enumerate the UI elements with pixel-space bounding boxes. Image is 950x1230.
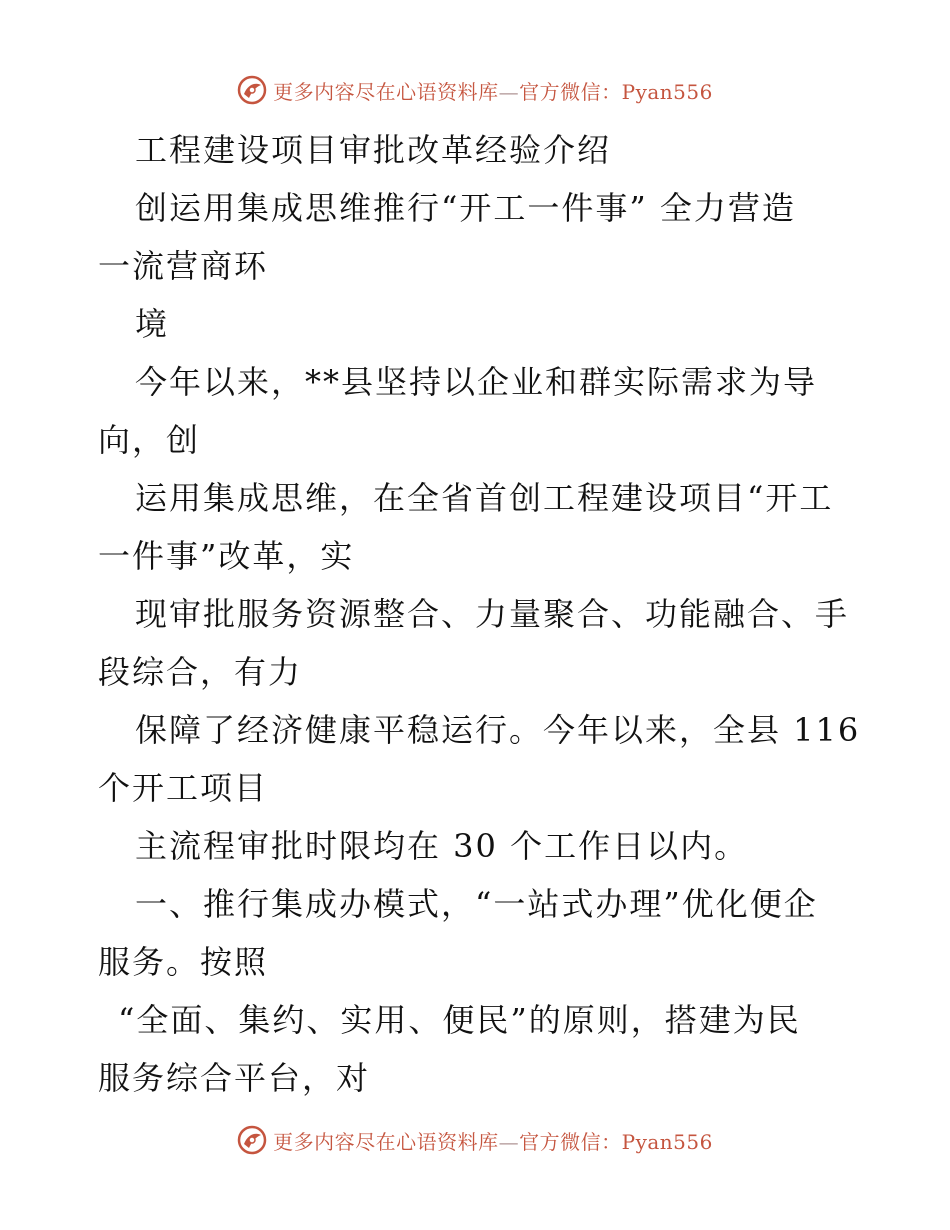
paragraph-line: 保障了经济健康平稳运行。今年以来，全县 116 [135,711,861,749]
watermark-suffix: 官方微信：Pyan556 [519,1129,713,1154]
paragraph-line: 今年以来，**县坚持以企业和群实际需求为导 [135,363,818,401]
section-heading-line: 一、推行集成办模式，“一站式办理”优化便企 [135,885,818,923]
doc-subtitle-line-3: 境 [135,305,170,343]
doc-subtitle-line-2: 一流营商环 [98,247,269,285]
watermark-footer [0,1120,950,1160]
paragraph-line: 一件事”改革，实 [98,537,355,575]
brand-logo-icon [237,75,267,105]
paragraph-line: 服务。按照 [98,943,269,981]
watermark-text [273,76,713,105]
watermark-suffix: 官方微信：Pyan556 [519,79,713,104]
paragraph-line: 段综合，有力 [98,653,303,691]
paragraph-line: 现审批服务资源整合、力量聚合、功能融合、手 [135,595,850,633]
paragraph-line: 运用集成思维，在全省首创工程建设项目“开工 [135,479,834,517]
paragraph-line: “全面、集约、实用、便民”的原则，搭建为民 [118,1001,801,1039]
paragraph-line: 向，创 [98,421,201,459]
watermark-header [0,70,950,110]
watermark-text [273,1126,713,1155]
watermark-dash: — [498,79,520,104]
paragraph-line: 主流程审批时限均在 30 个工作日以内。 [135,827,749,865]
doc-title: 工程建设项目审批改革经验介绍 [135,131,612,169]
brand-logo-icon [237,1125,267,1155]
watermark-main: 更多内容尽在心语资料库 [273,79,499,104]
paragraph-line: 个开工项目 [98,769,269,807]
paragraph-line: 服务综合平台，对 [98,1059,371,1097]
watermark-dash: — [498,1129,520,1154]
doc-subtitle-line-1: 创运用集成思维推行“开工一件事” 全力营造 [135,189,796,227]
watermark-main: 更多内容尽在心语资料库 [273,1129,499,1154]
